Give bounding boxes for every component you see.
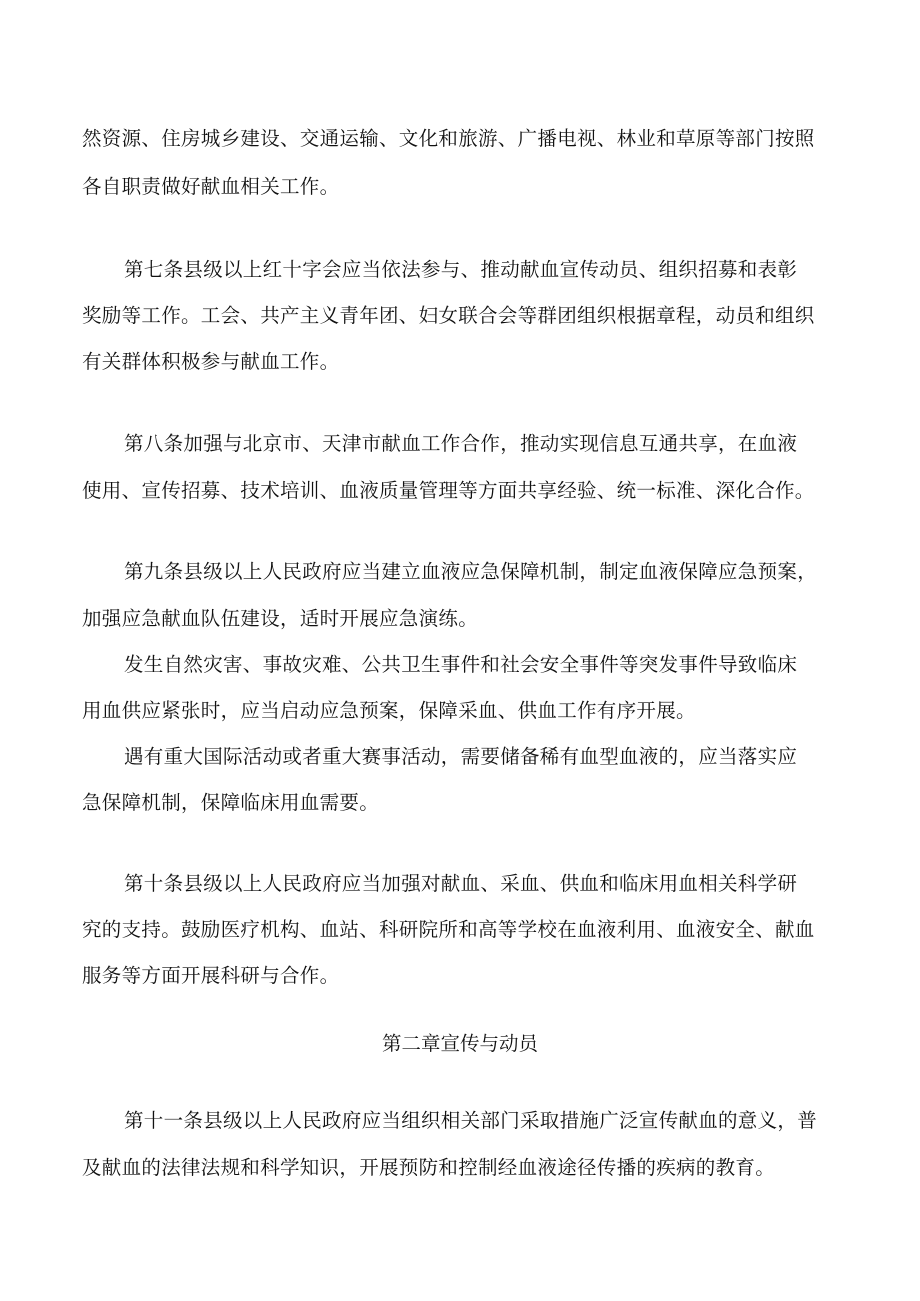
text-line: 然资源、住房城乡建设、交通运输、文化和旅游、广播电视、林业和草原等部门按照 [82, 127, 815, 150]
text-line: 服务等方面开展科研与合作。 [82, 964, 340, 987]
text-line: 奖励等工作。工会、共产主义青年团、妇女联合会等群团组织根据章程，动员和组织 [82, 304, 815, 327]
text-line: 遇有重大国际活动或者重大赛事活动，需要储备稀有血型血液的，应当落实应 [124, 745, 798, 768]
text-line: 及献血的法律法规和科学知识，开展预防和控制经血液途径传播的疾病的教育。 [82, 1156, 776, 1179]
chapter-title: 第二章宣传与动员 [381, 1032, 538, 1055]
text-line: 加强应急献血队伍建设，适时开展应急演练。 [82, 607, 479, 630]
text-line: 第十条县级以上人民政府应当加强对献血、采血、供血和临床用血相关科学研 [124, 872, 798, 895]
text-line: 使用、宣传招募、技术培训、血液质量管理等方面共享经验、统一标准、深化合作。 [82, 479, 815, 502]
text-line: 用血供应紧张时，应当启动应急预案，保障采血、供血工作有序开展。 [82, 699, 696, 722]
text-line: 发生自然灾害、事故灾难、公共卫生事件和社会安全事件等突发事件导致临床 [124, 653, 798, 676]
text-line: 急保障机制，保障临床用血需要。 [82, 791, 380, 814]
text-line: 第九条县级以上人民政府应当建立血液应急保障机制，制定血液保障应急预案， [124, 560, 818, 583]
text-line: 第七条县级以上红十字会应当依法参与、推动献血宣传动员、组织招募和表彰 [124, 258, 798, 281]
text-line: 究的支持。鼓励医疗机构、血站、科研院所和高等学校在血液利用、血液安全、献血 [82, 918, 815, 941]
text-line: 第八条加强与北京市、天津市献血工作合作，推动实现信息互通共享，在血液 [124, 432, 798, 455]
text-line: 第十一条县级以上人民政府应当组织相关部门采取措施广泛宣传献血的意义，普 [124, 1109, 818, 1132]
text-line: 有关群体积极参与献血工作。 [82, 350, 340, 373]
text-line: 各自职责做好献血相关工作。 [82, 175, 340, 198]
